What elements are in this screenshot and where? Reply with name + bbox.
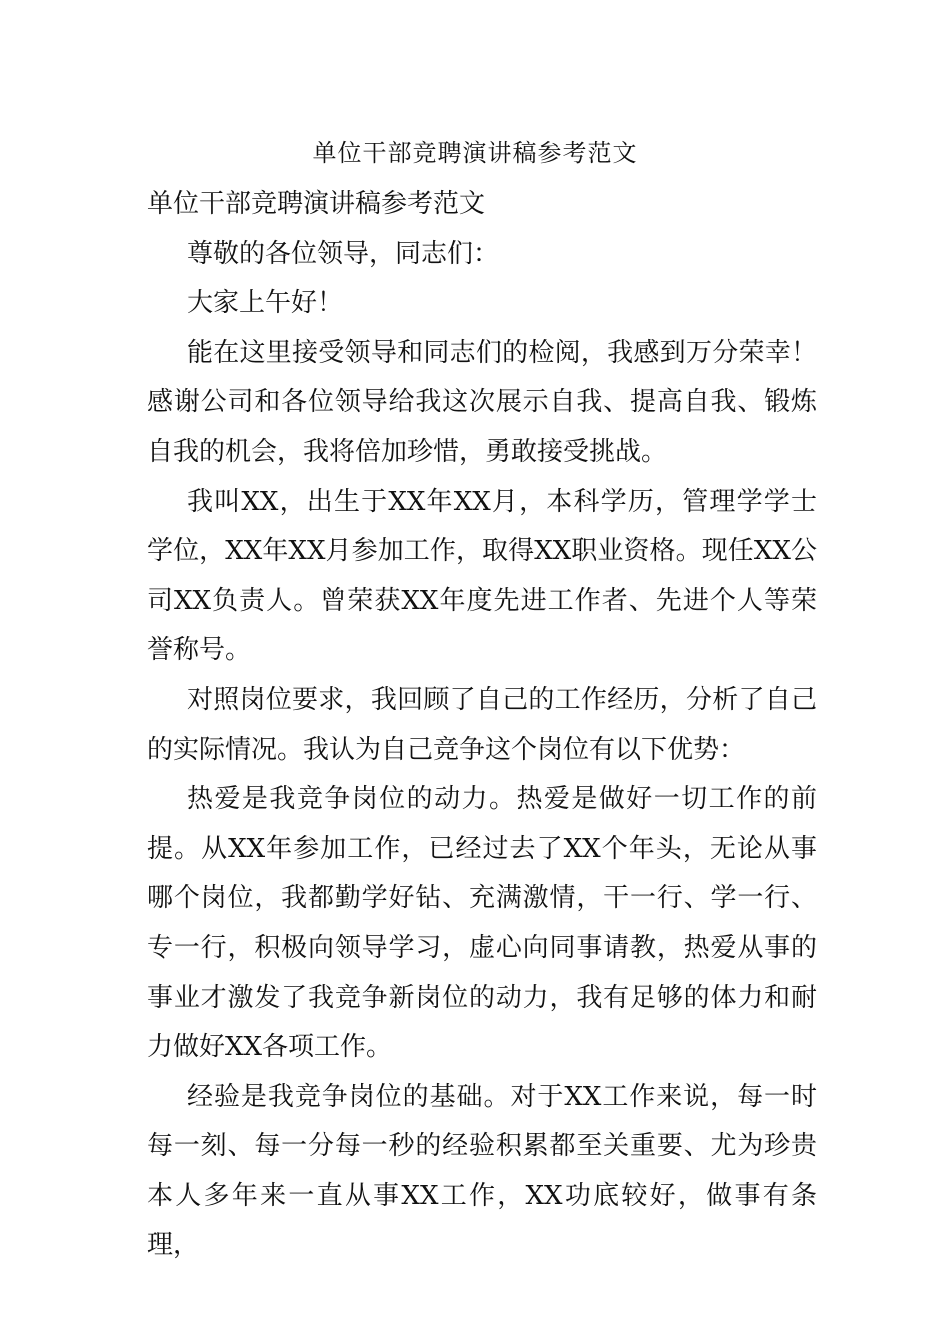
paragraph-greeting: 尊敬的各位领导，同志们： <box>187 238 500 269</box>
document-subtitle: 单位干部竞聘演讲稿参考范文 <box>147 189 486 219</box>
paragraph-salutation: 大家上午好！ <box>187 288 344 319</box>
paragraph-introduction: 我叫XX，出生于XX年XX月，本科学历，管理学学士学位，XX年XX月参加工作，取得XX职业资格。现任XX公司XX负责人。曾荣获XX年度先进工作者、先进个人等荣誉称号。 <box>147 486 817 666</box>
paragraph-self-analysis: 对照岗位要求，我回顾了自己的工作经历，分析了自己的实际情况。我认为自己竞争这个岗位有以下优势： <box>147 684 817 765</box>
paragraph-opening: 能在这里接受领导和同志们的检阅，我感到万分荣幸！感谢公司和各位领导给我这次展示自我、提高自我、锻炼自我的机会，我将倍加珍惜，勇敢接受挑战。 <box>147 337 817 467</box>
paragraph-experience: 经验是我竞争岗位的基础。对于XX工作来说，每一时每一刻、每一分每一秒的经验积累都至关重要、尤为珍贵本人多年来一直从事XX工作，XX功底较好，做事有条理， <box>147 1081 817 1261</box>
document-body <box>147 180 817 1271</box>
paragraph-passion: 热爱是我竞争岗位的动力。热爱是做好一切工作的前提。从XX年参加工作，已经过去了XX个年头，无论从事哪个岗位，我都勤学好钻、充满激情，干一行、学一行、专一行，积极向领导学习，虚心向同事请教，热爱从事的事业才激发了我竞争新岗位的动力，我有足够的体力和耐力做好XX各项工作。 <box>147 784 817 1063</box>
document-title: 单位干部竞聘演讲稿参考范文 <box>312 139 638 167</box>
